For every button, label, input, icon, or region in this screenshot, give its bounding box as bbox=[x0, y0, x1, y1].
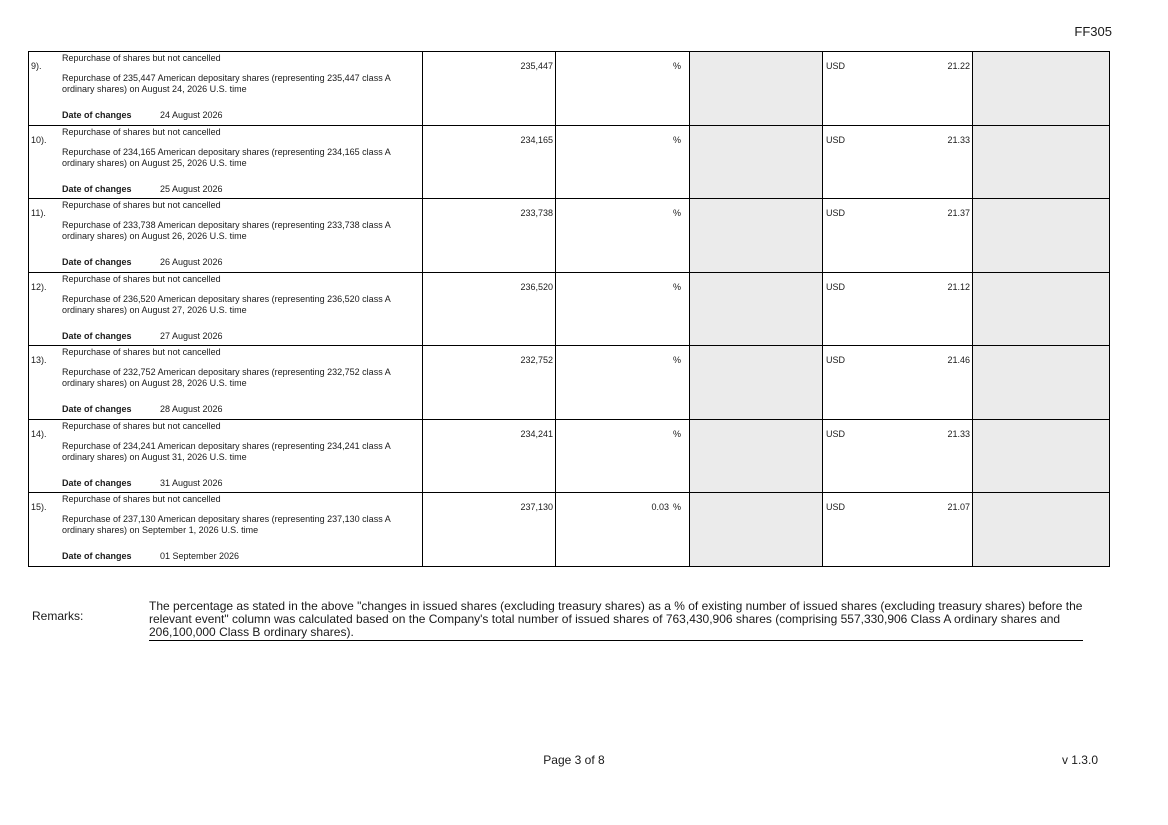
currency-code: USD bbox=[826, 355, 846, 365]
percent-sign: % bbox=[672, 61, 681, 71]
price-value: 21.37 bbox=[947, 208, 970, 218]
table-row bbox=[29, 346, 1110, 420]
change-detail: Repurchase of 235,447 American depositary shares (representing 235,447 class A ordinary shares) on August 24, 2026 U.S. time bbox=[62, 73, 391, 94]
change-nature: Repurchase of shares but not cancelled bbox=[62, 494, 221, 504]
blank-grey-cell bbox=[690, 125, 823, 199]
table-row bbox=[29, 493, 1110, 567]
price-cell bbox=[823, 125, 973, 199]
price-value: 21.22 bbox=[947, 61, 970, 71]
currency-code: USD bbox=[826, 502, 846, 512]
percent-sign: % bbox=[672, 281, 681, 292]
price-cell bbox=[823, 419, 973, 493]
blank-grey-cell bbox=[973, 125, 1110, 199]
description-cell bbox=[29, 52, 423, 126]
change-detail: Repurchase of 234,241 American depositary shares (representing 234,241 class A ordinary shares) on August 31, 2026 U.S. time bbox=[62, 440, 391, 462]
percent-cell bbox=[556, 125, 690, 199]
change-nature: Repurchase of shares but not cancelled bbox=[62, 126, 221, 137]
percent-sign: % bbox=[672, 428, 681, 439]
price-cell bbox=[823, 199, 973, 273]
shares-cell: 234,165 bbox=[423, 125, 556, 199]
date-label: Date of changes bbox=[62, 551, 132, 561]
description-cell bbox=[29, 199, 423, 273]
blank-grey-cell bbox=[690, 199, 823, 273]
date-row bbox=[62, 404, 223, 414]
percent-sign: % bbox=[672, 208, 681, 218]
blank-grey-cell bbox=[690, 419, 823, 493]
change-nature: Repurchase of shares but not cancelled bbox=[62, 273, 221, 284]
percent-cell bbox=[556, 199, 690, 273]
table-row bbox=[29, 52, 1110, 126]
percent-cell bbox=[556, 493, 690, 567]
blank-grey-cell bbox=[690, 493, 823, 567]
change-detail: Repurchase of 236,520 American depositary shares (representing 236,520 class A ordinary shares) on August 27, 2026 U.S. time bbox=[62, 293, 391, 315]
shares-cell: 237,130 bbox=[423, 493, 556, 567]
table-row bbox=[29, 419, 1110, 493]
date-row bbox=[62, 551, 239, 561]
change-nature: Repurchase of shares but not cancelled bbox=[62, 347, 221, 357]
date-value: 24 August 2026 bbox=[160, 110, 223, 120]
price-cell bbox=[823, 272, 973, 346]
date-value: 25 August 2026 bbox=[160, 183, 223, 194]
date-row bbox=[62, 478, 223, 488]
row-index: 11). bbox=[31, 208, 46, 218]
date-row bbox=[62, 110, 223, 120]
price-cell bbox=[823, 346, 973, 420]
currency-code: USD bbox=[826, 208, 846, 218]
price-value: 21.46 bbox=[947, 355, 970, 365]
remarks-text: The percentage as stated in the above "changes in issued shares (excluding treasury shares) as a % of existing number of issued shares (excluding treasury shares) before the relevant event" column was calculated based on the Company's total number of issued shares of 763,430,906 shares (comprising 557,330,906 Class A ordinary shares and 206,100,000 Class B ordinary shares). bbox=[149, 599, 1083, 639]
date-label: Date of changes bbox=[62, 110, 132, 120]
date-value: 26 August 2026 bbox=[160, 257, 223, 267]
form-code: FF305 bbox=[1074, 24, 1112, 39]
change-detail: Repurchase of 234,165 American depositary shares (representing 234,165 class A ordinary shares) on August 25, 2026 U.S. time bbox=[62, 146, 391, 168]
currency-code: USD bbox=[826, 134, 846, 145]
change-nature: Repurchase of shares but not cancelled bbox=[62, 200, 221, 210]
date-label: Date of changes bbox=[62, 257, 132, 267]
percent-cell bbox=[556, 52, 690, 126]
change-detail: Repurchase of 237,130 American depositary shares (representing 237,130 class A ordinary shares) on September 1, 2026 U.S. time bbox=[62, 514, 391, 535]
share-changes-table bbox=[28, 51, 1110, 567]
date-row bbox=[62, 184, 223, 194]
description-cell bbox=[29, 346, 423, 420]
date-label: Date of changes bbox=[62, 183, 132, 194]
percent-sign: % bbox=[672, 355, 681, 365]
change-detail: Repurchase of 233,738 American depositary shares (representing 233,738 class A ordinary shares) on August 26, 2026 U.S. time bbox=[62, 220, 391, 241]
description-cell bbox=[29, 272, 423, 346]
version-label: v 1.3.0 bbox=[1061, 753, 1098, 767]
blank-grey-cell bbox=[973, 493, 1110, 567]
currency-code: USD bbox=[826, 428, 846, 439]
date-label: Date of changes bbox=[62, 404, 132, 414]
blank-grey-cell bbox=[690, 272, 823, 346]
percent-value: 0.03 bbox=[651, 502, 669, 512]
row-index: 12). bbox=[31, 281, 47, 292]
date-value: 31 August 2026 bbox=[160, 477, 223, 488]
price-value: 21.33 bbox=[947, 134, 970, 145]
blank-grey-cell bbox=[973, 346, 1110, 420]
price-cell bbox=[823, 493, 973, 567]
percent-cell bbox=[556, 272, 690, 346]
percent-sign: % bbox=[672, 502, 681, 512]
table-row bbox=[29, 125, 1110, 199]
shares-cell: 233,738 bbox=[423, 199, 556, 273]
description-cell bbox=[29, 419, 423, 493]
change-nature: Repurchase of shares but not cancelled bbox=[62, 53, 221, 63]
page-number: Page 3 of 8 bbox=[543, 753, 605, 767]
remarks-label: Remarks: bbox=[32, 609, 84, 623]
blank-grey-cell bbox=[973, 52, 1110, 126]
row-index: 10). bbox=[31, 134, 47, 145]
blank-grey-cell bbox=[690, 52, 823, 126]
percent-cell bbox=[556, 346, 690, 420]
description-cell bbox=[29, 125, 423, 199]
share-changes-body bbox=[29, 52, 1110, 567]
currency-code: USD bbox=[826, 61, 846, 71]
percent-sign: % bbox=[672, 134, 681, 145]
change-nature: Repurchase of shares but not cancelled bbox=[62, 420, 221, 431]
price-value: 21.33 bbox=[947, 428, 970, 439]
date-value: 28 August 2026 bbox=[160, 404, 223, 414]
shares-cell: 235,447 bbox=[423, 52, 556, 126]
blank-grey-cell bbox=[690, 346, 823, 420]
date-label: Date of changes bbox=[62, 477, 132, 488]
price-value: 21.07 bbox=[947, 502, 970, 512]
row-index: 15). bbox=[31, 502, 47, 512]
date-value: 27 August 2026 bbox=[160, 330, 223, 341]
change-detail: Repurchase of 232,752 American depositary shares (representing 232,752 class A ordinary shares) on August 28, 2026 U.S. time bbox=[62, 367, 391, 388]
date-label: Date of changes bbox=[62, 330, 132, 341]
price-value: 21.12 bbox=[947, 281, 970, 292]
table-row bbox=[29, 199, 1110, 273]
description-cell bbox=[29, 493, 423, 567]
currency-code: USD bbox=[826, 281, 846, 292]
row-index: 14). bbox=[31, 428, 47, 439]
blank-grey-cell bbox=[973, 199, 1110, 273]
blank-grey-cell bbox=[973, 272, 1110, 346]
price-cell bbox=[823, 52, 973, 126]
shares-cell: 234,241 bbox=[423, 419, 556, 493]
date-row bbox=[62, 331, 223, 341]
table-row bbox=[29, 272, 1110, 346]
date-row bbox=[62, 257, 223, 267]
shares-cell: 232,752 bbox=[423, 346, 556, 420]
date-value: 01 September 2026 bbox=[160, 551, 240, 561]
shares-cell: 236,520 bbox=[423, 272, 556, 346]
blank-grey-cell bbox=[973, 419, 1110, 493]
percent-cell bbox=[556, 419, 690, 493]
row-index: 13). bbox=[31, 355, 47, 365]
row-index: 9). bbox=[31, 61, 42, 71]
